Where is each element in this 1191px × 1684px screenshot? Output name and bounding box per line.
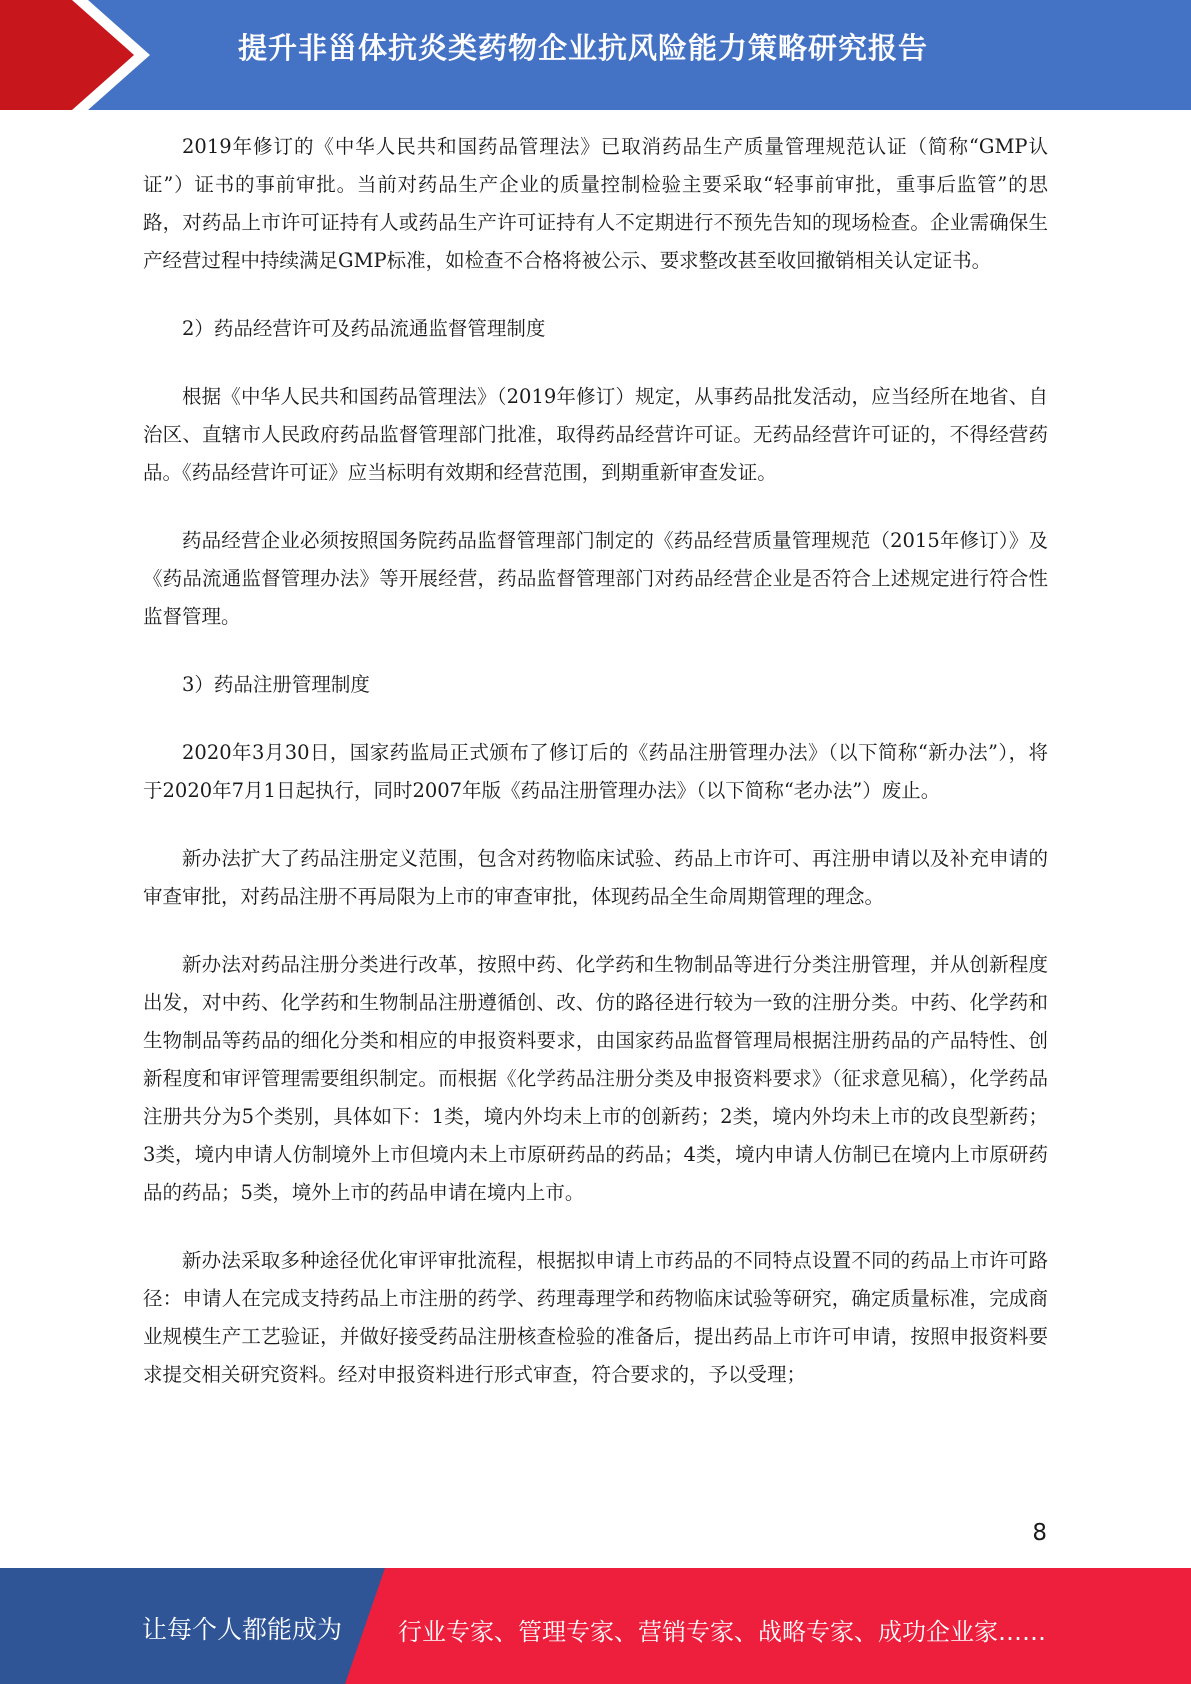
paragraph: 新办法采取多种途径优化审评审批流程，根据拟申请上市药品的不同特点设置不同的药品上市许可路径：申请人在完成支持药品上市注册的药学、药理毒理学和药物临床试验等研究，确定质量标准，完成商业规模生产工艺验证，并做好接受药品注册核查检验的准备后，提出药品上市许可申请，按照申报资料要求提交相关研究资料。经对申报资料进行形式审查，符合要求的，予以受理；: [143, 1249, 1048, 1386]
report-title: 提升非甾体抗炎类药物企业抗风险能力策略研究报告: [238, 31, 929, 65]
footer-slogan-right: 行业专家、管理专家、营销专家、战略专家、成功企业家……: [398, 1618, 1046, 1646]
paragraph: 药品经营企业必须按照国务院药品监督管理部门制定的《药品经营质量管理规范（2015年修订）》及《药品流通监督管理办法》等开展经营，药品监督管理部门对药品经营企业是否符合上述规定进行符合性监督管理。: [143, 529, 1048, 628]
page-footer: [0, 1568, 1191, 1684]
footer-slogan-left: 让每个人都能成为: [142, 1615, 343, 1644]
paragraph: 2019年修订的《中华人民共和国药品管理法》已取消药品生产质量管理规范认证（简称“GMP认证”）证书的事前审批。当前对药品生产企业的质量控制检验主要采取“轻事前审批，重事后监管”的思路，对药品上市许可证持有人或药品生产许可证持有人不定期进行不预先告知的现场检查。企业需确保生产经营过程中持续满足GMP标准，如检查不合格将被公示、要求整改甚至收回撤销相关认定证书。: [143, 135, 1048, 272]
document-body: [143, 128, 1048, 1424]
paragraph: 新办法扩大了药品注册定义范围，包含对药物临床试验、药品上市许可、再注册申请以及补充申请的审查审批，对药品注册不再局限为上市的审查审批，体现药品全生命周期管理的理念。: [143, 847, 1048, 908]
page-header: [0, 0, 1191, 110]
paragraph: 新办法对药品注册分类进行改革，按照中药、化学药和生物制品等进行分类注册管理，并从创新程度出发，对中药、化学药和生物制品注册遵循创、改、仿的路径进行较为一致的注册分类。中药、化学药和生物制品等药品的细化分类和相应的申报资料要求，由国家药品监督管理局根据注册药品的产品特性、创新程度和审评管理需要组织制定。而根据《化学药品注册分类及申报资料要求》（征求意见稿），化学药品注册共分为5个类别，具体如下：1类，境内外均未上市的创新药；2类，境内外均未上市的改良型新药；3类，境内申请人仿制境外上市但境内未上市原研药品的药品；4类，境内申请人仿制已在境内上市原研药品的药品；5类，境外上市的药品申请在境内上市。: [143, 953, 1048, 1204]
section-heading: 2）药品经营许可及药品流通监督管理制度: [182, 317, 546, 340]
section-heading: 3）药品注册管理制度: [182, 673, 370, 696]
paragraph: 2020年3月30日，国家药监局正式颁布了修订后的《药品注册管理办法》（以下简称“新办法”），将于2020年7月1日起执行，同时2007年版《药品注册管理办法》（以下简称“老办法”）废止。: [143, 741, 1048, 802]
page-number: 8: [1032, 1520, 1047, 1546]
paragraph: 根据《中华人民共和国药品管理法》（2019年修订）规定，从事药品批发活动，应当经所在地省、自治区、直辖市人民政府药品监督管理部门批准，取得药品经营许可证。无药品经营许可证的，不得经营药品。《药品经营许可证》应当标明有效期和经营范围，到期重新审查发证。: [143, 385, 1048, 484]
